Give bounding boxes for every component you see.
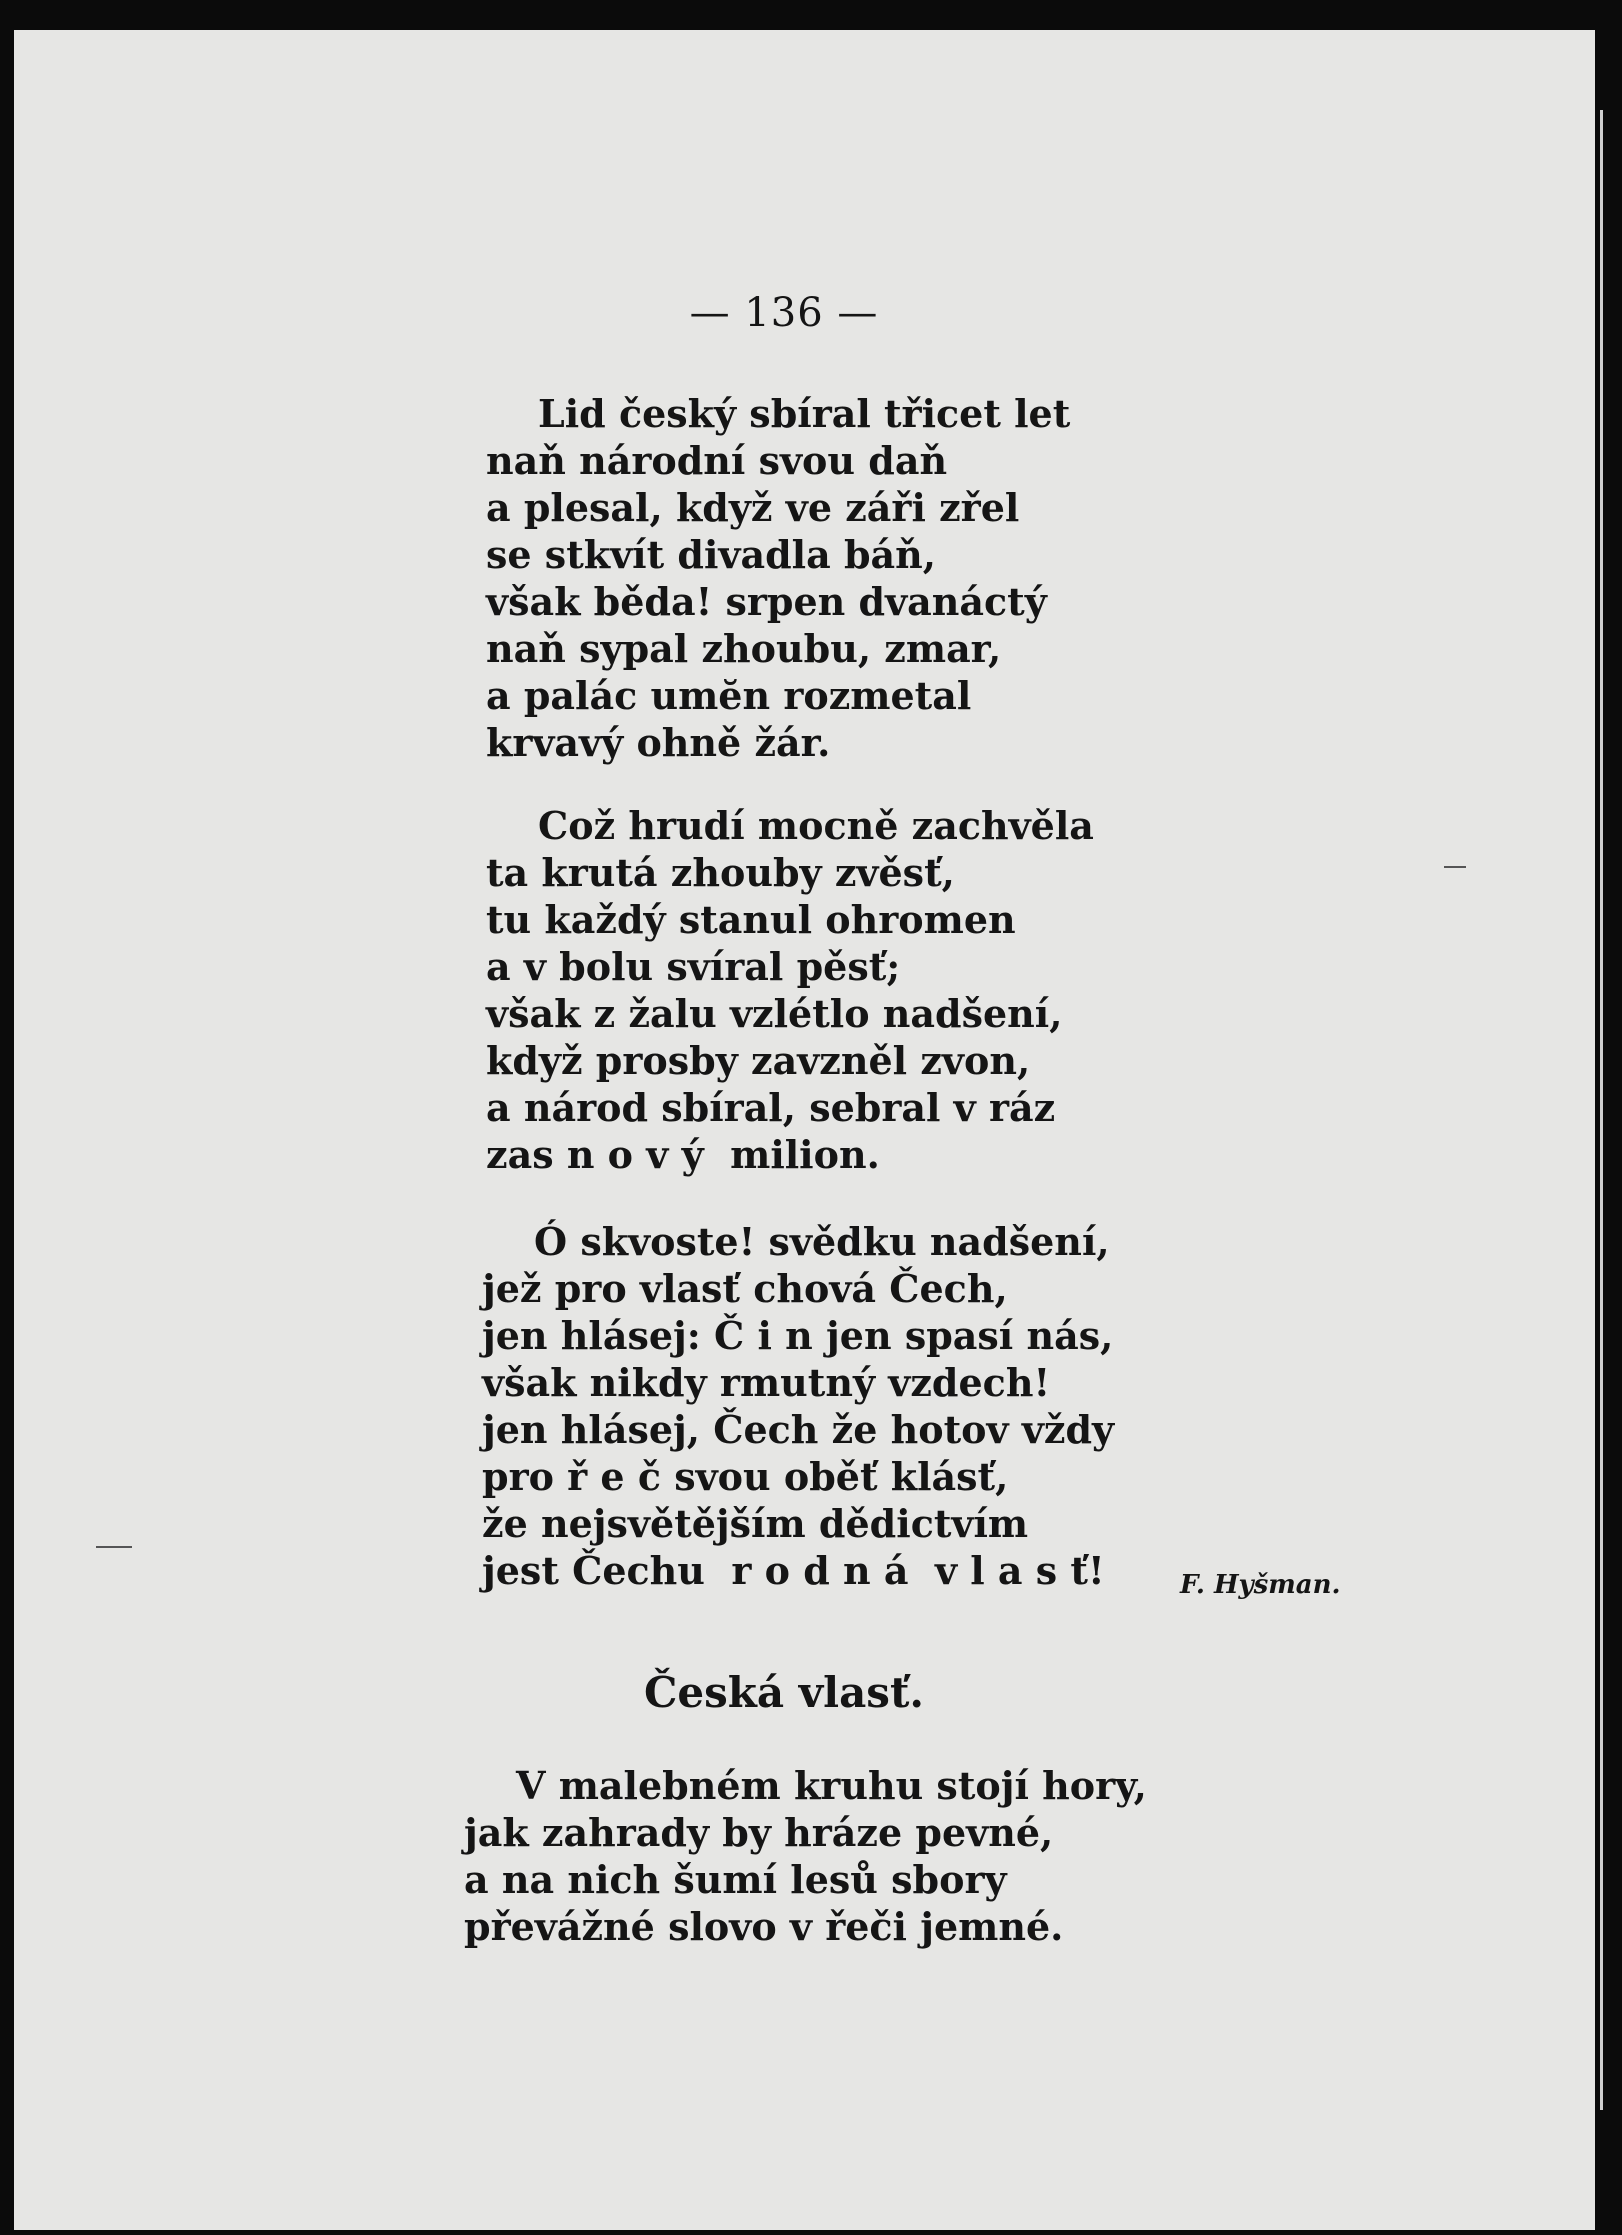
stanza-3: [482, 1218, 1114, 1594]
verse-line: jen hlásej, Čech že hotov vždy: [482, 1407, 1115, 1452]
verse-line: se stkvít divadla báň,: [486, 532, 936, 577]
verse-line: jen hlásej: Č i n jen spasí nás,: [482, 1313, 1114, 1358]
verse-line: ta krutá zhouby zvěsť,: [486, 850, 955, 895]
verse-line: naň národní svou daň: [486, 438, 948, 483]
verse-line: a na nich šumí lesů sbory: [464, 1857, 1007, 1902]
verse-line: jak zahrady by hráze pevné,: [464, 1810, 1054, 1855]
verse-line: když prosby zavzněl zvon,: [486, 1038, 1031, 1083]
verse-line: však běda! srpen dvanáctý: [486, 579, 1047, 624]
verse-line: Lid český sbíral třicet let: [538, 391, 1071, 436]
margin-mark: [96, 1546, 132, 1548]
verse-line: zas n o v ý milion.: [486, 1132, 880, 1177]
verse-line: V malebném kruhu stojí hory,: [516, 1763, 1147, 1808]
author-signature: F. Hyšman.: [1180, 1570, 1341, 1600]
verse-line: převážné slovo v řeči jemné.: [464, 1904, 1064, 1949]
edge-rule: [1600, 110, 1603, 2110]
verse-line: jest Čechu r o d n á v l a s ť!: [482, 1548, 1105, 1593]
verse-line: a plesal, když ve záři zřel: [486, 485, 1020, 530]
book-page: [14, 30, 1602, 2230]
page-number: — 136 —: [689, 290, 879, 336]
verse-line: Ó skvoste! svědku nadšení,: [534, 1219, 1110, 1264]
verse-line: Což hrudí mocně zachvěla: [538, 803, 1094, 848]
margin-mark: [1444, 866, 1466, 868]
verse-line: tu každý stanul ohromen: [486, 897, 1016, 942]
stanza-next-poem: [464, 1762, 1147, 1950]
verse-line: krvavý ohně žár.: [486, 720, 831, 765]
page-edge-border: [1595, 30, 1611, 2230]
verse-line: pro ř e č svou oběť klásť,: [482, 1454, 1009, 1499]
verse-line: jež pro vlasť chová Čech,: [482, 1266, 1008, 1311]
verse-line: a v bolu svíral pěsť;: [486, 944, 901, 989]
verse-line: a palác umĕn rozmetal: [486, 673, 972, 718]
stanza-1: [486, 390, 1070, 766]
verse-line: a národ sbíral, sebral v ráz: [486, 1085, 1056, 1130]
stanza-2: [486, 802, 1094, 1178]
verse-line: však z žalu vzlétlo nadšení,: [486, 991, 1063, 1036]
verse-line: že nejsvětějším dědictvím: [482, 1501, 1029, 1546]
verse-line: však nikdy rmutný vzdech!: [482, 1360, 1051, 1405]
poem-title: Česká vlasť.: [644, 1668, 924, 1717]
verse-line: naň sypal zhoubu, zmar,: [486, 626, 1002, 671]
